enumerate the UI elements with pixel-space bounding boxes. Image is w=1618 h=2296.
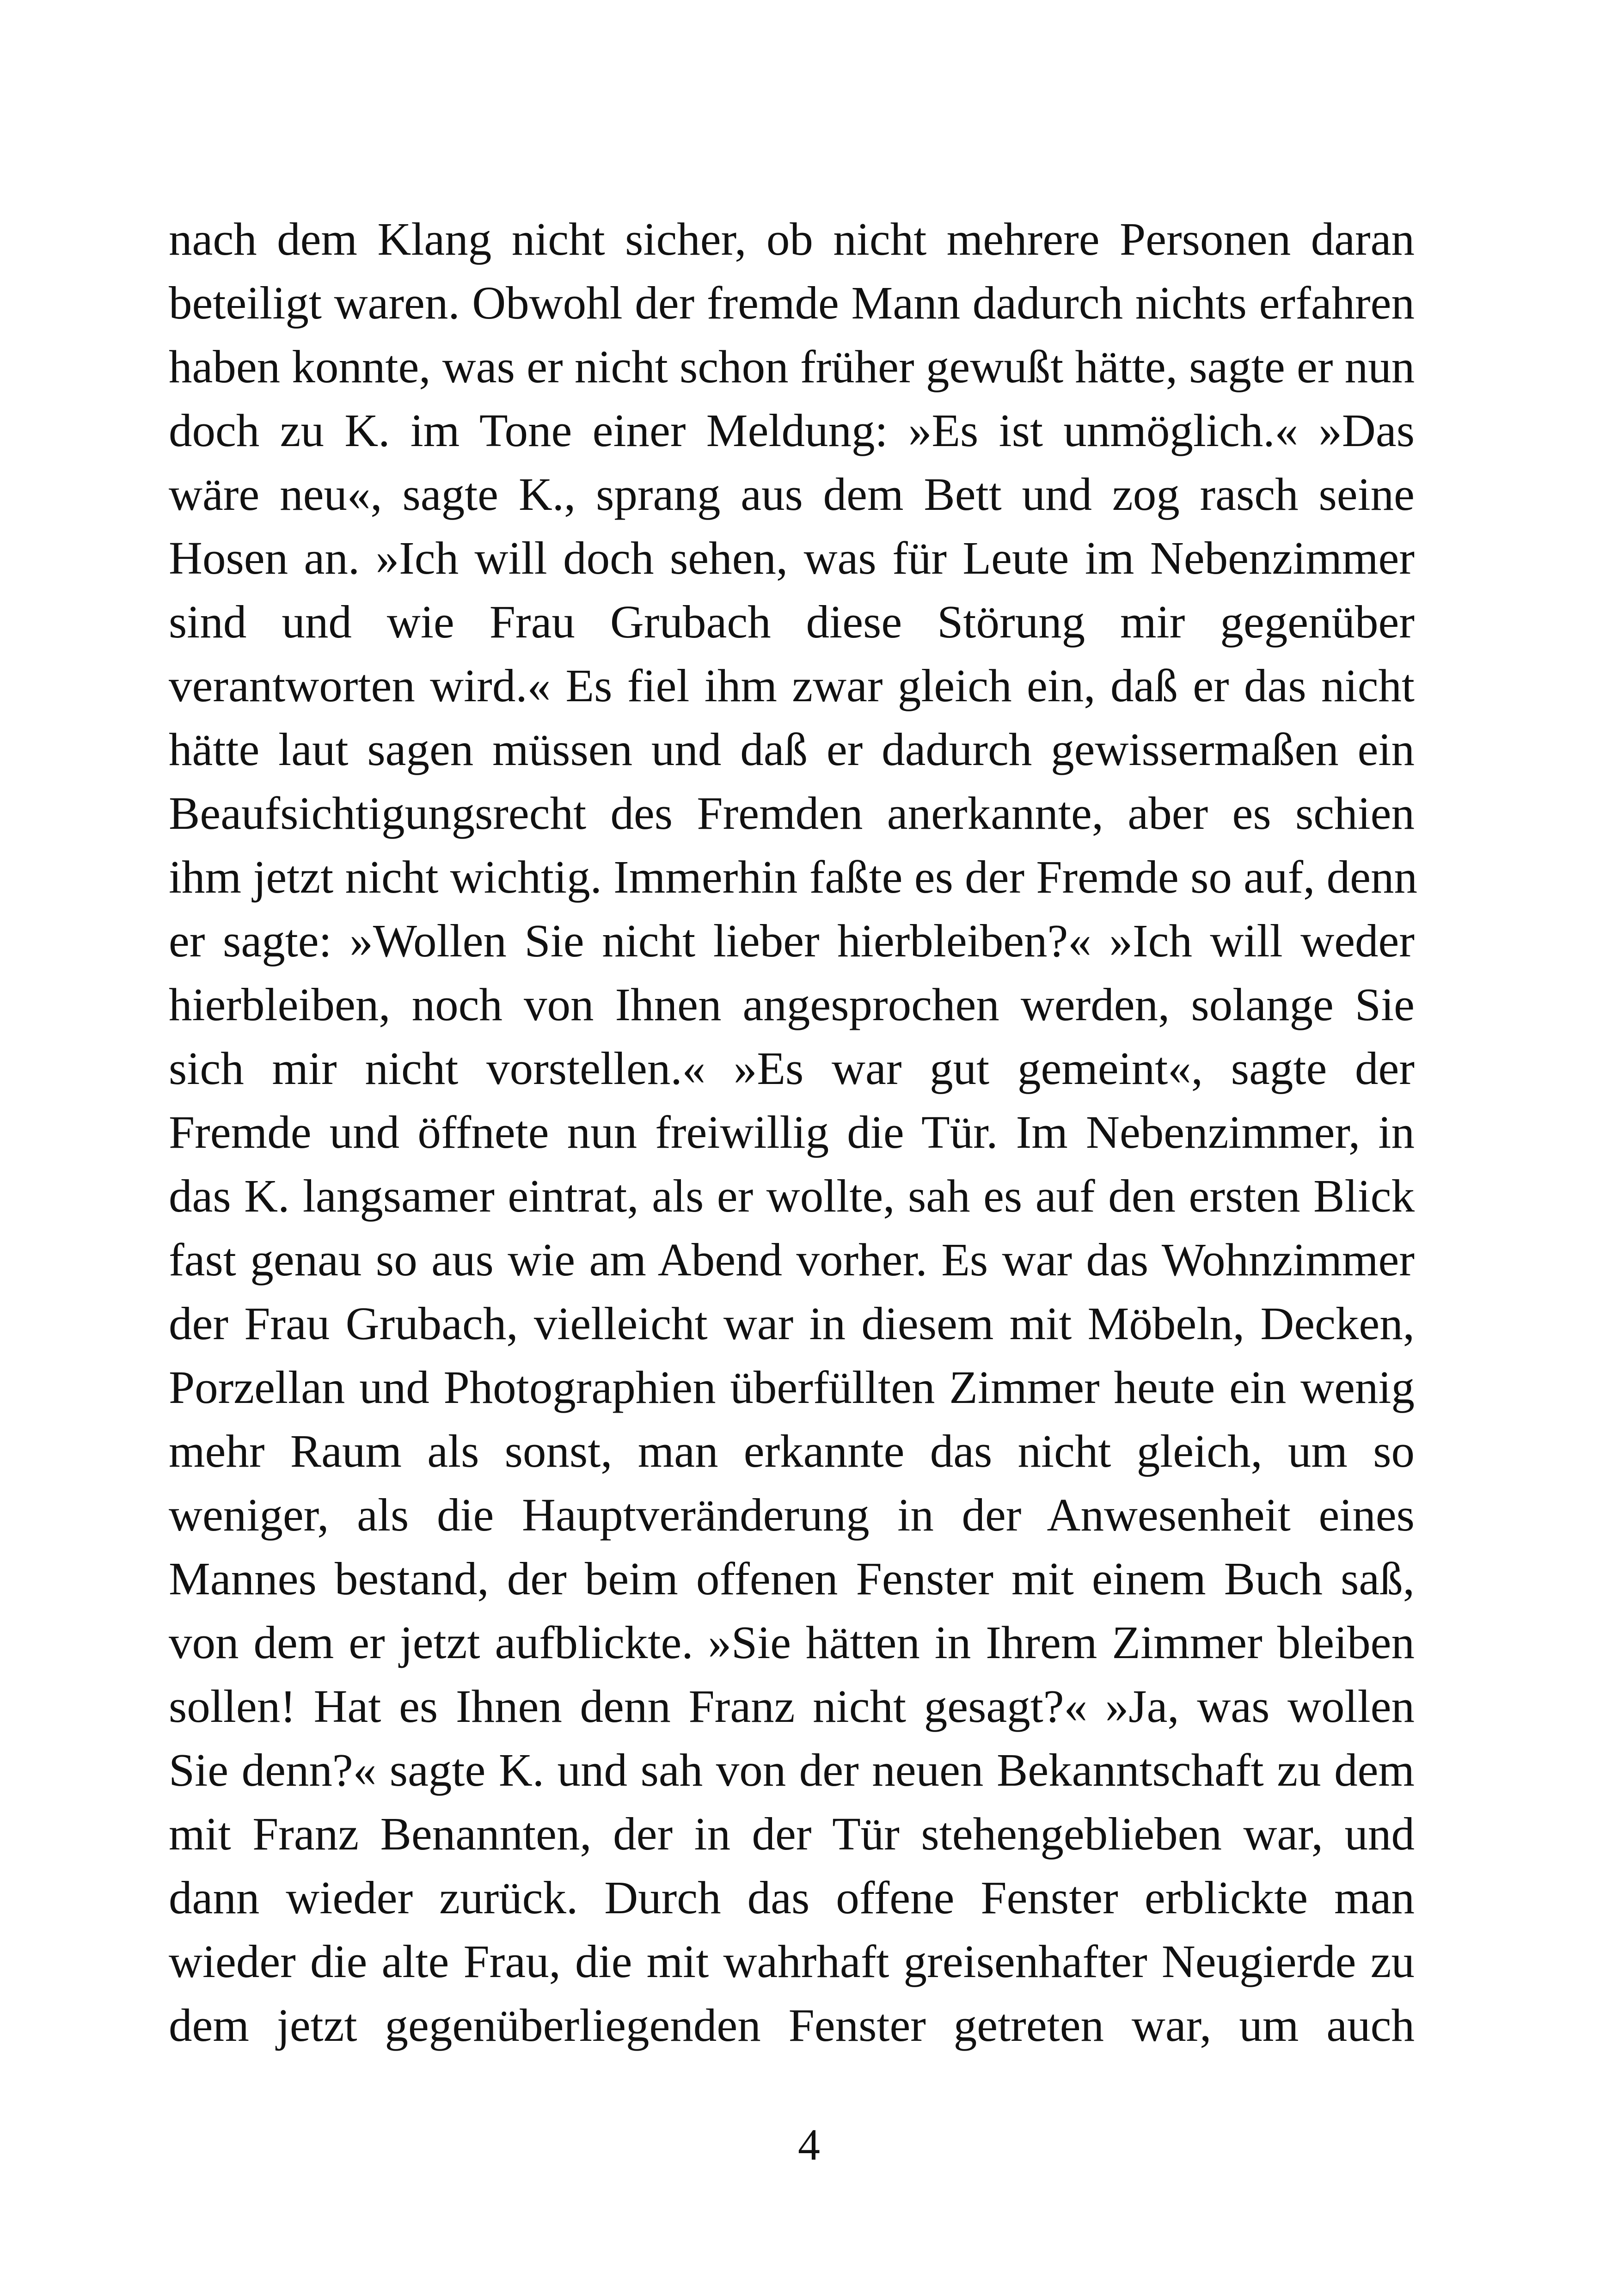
text-line: nach dem Klang nicht sicher, ob nicht mehrere Personen daran (169, 213, 1415, 265)
text-line: doch zu K. im Tone einer Meldung: »Es ist unmöglich.« »Das (169, 404, 1415, 456)
text-line: dem jetzt gegenüberliegenden Fenster getreten war, um auch (169, 1999, 1415, 2051)
text-line: er sagte: »Wollen Sie nicht lieber hierbleiben?« »Ich will weder (169, 915, 1415, 967)
text-line: mehr Raum als sonst, man erkannte das nicht gleich, um so (169, 1425, 1415, 1477)
text-line: mit Franz Benannten, der in der Tür stehengeblieben war, und (169, 1808, 1415, 1860)
text-line: Porzellan und Photographien überfüllten Zimmer heute ein wenig (169, 1361, 1415, 1413)
text-line: hätte laut sagen müssen und daß er dadurch gewissermaßen ein (169, 723, 1415, 775)
text-line: Mannes bestand, der beim offenen Fenster mit einem Buch saß, (169, 1553, 1415, 1604)
text-line: sollen! Hat es Ihnen denn Franz nicht gesagt?« »Ja, was wollen (169, 1680, 1415, 1732)
text-line: Beaufsichtigungsrecht des Fremden anerkannte, aber es schien (169, 787, 1415, 839)
text-line: ihm jetzt nicht wichtig. Immerhin faßte es der Fremde so auf, denn (169, 851, 1417, 903)
text-line: Hosen an. »Ich will doch sehen, was für Leute im Nebenzimmer (169, 532, 1415, 584)
text-line: sind und wie Frau Grubach diese Störung mir gegenüber (169, 596, 1415, 648)
text-line: fast genau so aus wie am Abend vorher. Es war das Wohnzimmer (169, 1234, 1415, 1286)
text-line: haben konnte, was er nicht schon früher gewußt hätte, sagte er nun (169, 341, 1415, 392)
text-line: Fremde und öffnete nun freiwillig die Tür. Im Nebenzimmer, in (169, 1106, 1415, 1158)
text-line: beteiligt waren. Obwohl der fremde Mann dadurch nichts erfahren (169, 277, 1415, 329)
text-line: der Frau Grubach, vielleicht war in diesem mit Möbeln, Decken, (169, 1298, 1415, 1349)
text-line: sich mir nicht vorstellen.« »Es war gut gemeint«, sagte der (169, 1042, 1415, 1094)
text-line: verantworten wird.« Es fiel ihm zwar gleich ein, daß er das nicht (169, 660, 1415, 711)
page-number: 4 (798, 2120, 820, 2169)
text-line: Sie denn?« sagte K. und sah von der neuen Bekanntschaft zu dem (169, 1744, 1415, 1796)
text-line: von dem er jetzt aufblickte. »Sie hätten in Ihrem Zimmer bleiben (169, 1616, 1415, 1668)
text-line: dann wieder zurück. Durch das offene Fenster erblickte man (169, 1872, 1415, 1923)
text-line: weniger, als die Hauptveränderung in der Anwesenheit eines (169, 1489, 1415, 1541)
text-line: das K. langsamer eintrat, als er wollte, sah es auf den ersten Blick (169, 1170, 1415, 1222)
text-line: wäre neu«, sagte K., sprang aus dem Bett und zog rasch seine (169, 468, 1415, 520)
body-text (169, 207, 1415, 2057)
text-line: hierbleiben, noch von Ihnen angesprochen werden, solange Sie (169, 979, 1415, 1030)
text-line: wieder die alte Frau, die mit wahrhaft greisenhafter Neugierde zu (169, 1935, 1415, 1987)
